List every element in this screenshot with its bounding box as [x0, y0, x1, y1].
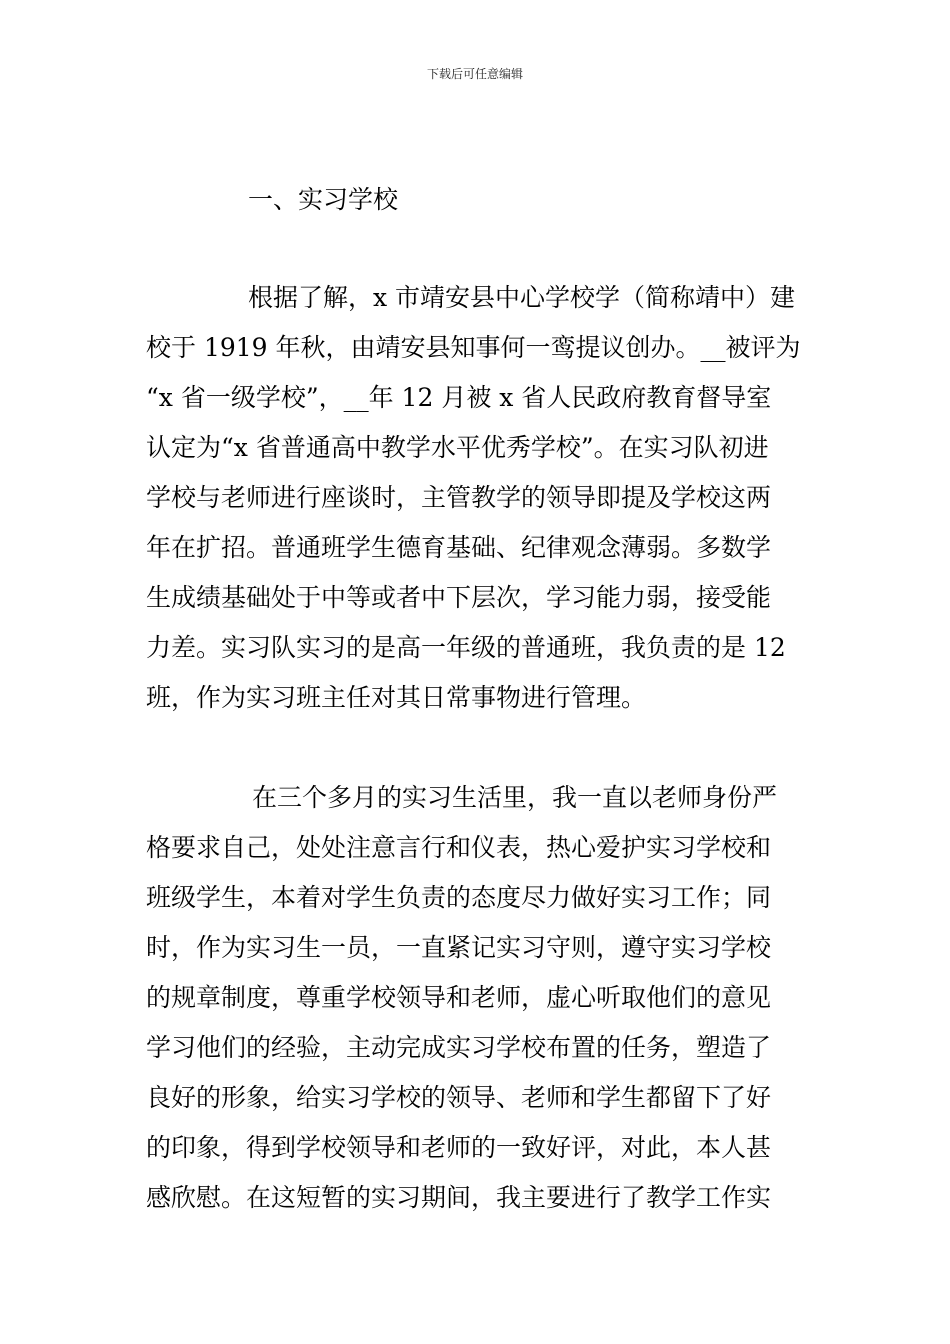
paragraph-line: 时，作为实习生一员，一直紧记实习守则，遵守实习学校 — [146, 933, 772, 962]
section-heading: 一、实习学校 — [248, 185, 399, 214]
paragraph-line: 认定为“x 省普通高中教学水平优秀学校”。在实习队初进 — [146, 433, 769, 462]
paragraph-line: 感欣慰。在这短暂的实习期间，我主要进行了教学工作实 — [146, 1183, 772, 1212]
paragraph-line: 的印象，得到学校领导和老师的一致好评，对此，本人甚 — [146, 1133, 772, 1162]
paragraph-line: 学校与老师进行座谈时，主管教学的领导即提及学校这两 — [146, 483, 772, 512]
paragraph-line: 力差。实习队实习的是高一年级的普通班，我负责的是 12 — [146, 633, 786, 662]
page-header: 下载后可任意编辑 — [426, 67, 523, 81]
paragraph-line: 年在扩招。普通班学生德育基础、纪律观念薄弱。多数学 — [146, 533, 772, 562]
paragraph-line: 根据了解，x 市靖安县中心学校学（简称靖中）建 — [248, 283, 796, 312]
paragraph-line: 的规章制度，尊重学校领导和老师，虚心听取他们的意见 — [146, 983, 772, 1012]
paragraph-internship-conduct — [146, 773, 810, 1223]
paragraph-line: 格要求自己，处处注意言行和仪表，热心爱护实习学校和 — [146, 833, 772, 862]
paragraph-line: “x 省一级学校”，__年 12 月被 x 省人民政府教育督导室 — [146, 383, 772, 412]
paragraph-line: 班级学生，本着对学生负责的态度尽力做好实习工作；同 — [146, 883, 772, 912]
paragraph-line: 校于 1919 年秋，由靖安县知事何一鸾提议创办。__被评为 — [146, 333, 801, 362]
paragraph-line: 在三个多月的实习生活里，我一直以老师身份严 — [252, 783, 778, 812]
paragraph-line: 良好的形象，给实习学校的领导、老师和学生都留下了好 — [146, 1083, 772, 1112]
paragraph-school-intro — [146, 273, 810, 723]
paragraph-line: 学习他们的经验，主动完成实习学校布置的任务，塑造了 — [146, 1033, 772, 1062]
paragraph-line: 班，作为实习班主任对其日常事物进行管理。 — [146, 683, 647, 712]
paragraph-line: 生成绩基础处于中等或者中下层次，学习能力弱，接受能 — [146, 583, 772, 612]
